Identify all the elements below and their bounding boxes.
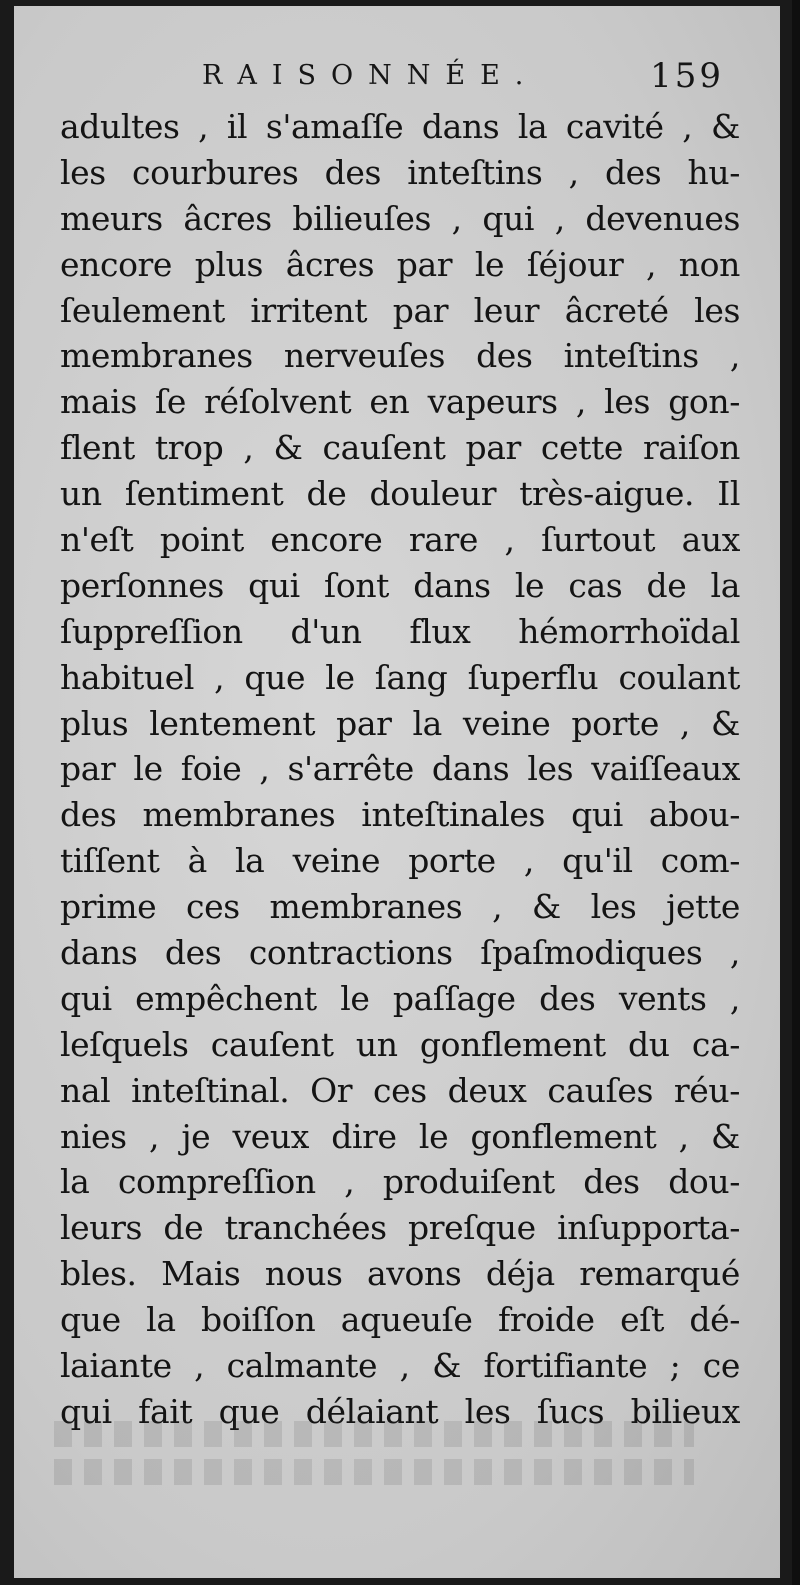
text-line: nies , je veux dire le gonflement , & — [60, 1116, 740, 1156]
body-text — [60, 104, 740, 1435]
text-line: par le foie , s'arrête dans les vaiſſeaux — [60, 749, 740, 789]
page-header — [14, 56, 780, 106]
book-page — [14, 6, 780, 1578]
text-line: nal inteſtinal. Or ces deux cauſes réu- — [60, 1070, 740, 1110]
text-line: laiante , calmante , & fortifiante ; ce — [60, 1346, 740, 1386]
text-line: leſquels cauſent un gonflement du ca- — [60, 1024, 740, 1064]
text-line: ſeulement irritent par leur âcreté les — [60, 290, 740, 330]
text-line: n'eſt point encore rare , ſurtout aux — [60, 520, 740, 560]
text-line: prime ces membranes , & les jette — [60, 887, 740, 927]
text-line: bles. Mais nous avons déja remarqué — [60, 1254, 740, 1294]
running-head: RAISONNÉE. — [202, 60, 539, 91]
text-line: adultes , il s'amaſſe dans la cavité , & — [60, 107, 740, 146]
text-line: dans des contractions ſpaſmodiques , — [60, 933, 740, 973]
text-line: qui empêchent le paſſage des vents , — [60, 978, 740, 1018]
scan-edge — [792, 0, 800, 1585]
text-line: encore plus âcres par le ſéjour , non — [60, 244, 740, 284]
text-line: mais ſe réſolvent en vapeurs , les gon- — [60, 382, 740, 422]
text-line: flent trop , & cauſent par cette raiſon — [60, 428, 740, 468]
text-line: qui fait que délaiant les ſucs bilieux — [60, 1391, 740, 1431]
text-line: des membranes inteſtinales qui abou- — [60, 795, 740, 835]
text-line: ſuppreſſion d'un flux hémorrhoïdal — [60, 611, 740, 651]
show-through-text — [54, 1421, 694, 1501]
page-number: 159 — [650, 56, 724, 96]
text-line: les courbures des inteſtins , des hu- — [60, 152, 740, 192]
text-line: leurs de tranchées preſque inſupporta- — [60, 1208, 740, 1248]
text-line: que la boiſſon aqueuſe froide eſt dé- — [60, 1300, 740, 1340]
text-line: la compreſſion , produiſent des dou- — [60, 1162, 740, 1202]
text-line: tiſſent à la veine porte , qu'il com- — [60, 841, 740, 881]
text-line: meurs âcres bilieuſes , qui , devenues — [60, 198, 740, 238]
text-line: habituel , que le ſang ſuperflu coulant — [60, 657, 740, 697]
text-line: un ſentiment de douleur très-aigue. Il — [60, 474, 740, 514]
text-line: perſonnes qui ſont dans le cas de la — [60, 565, 740, 605]
text-line: plus lentement par la veine porte , & — [60, 703, 740, 743]
text-line: membranes nerveuſes des inteſtins , — [60, 336, 740, 376]
